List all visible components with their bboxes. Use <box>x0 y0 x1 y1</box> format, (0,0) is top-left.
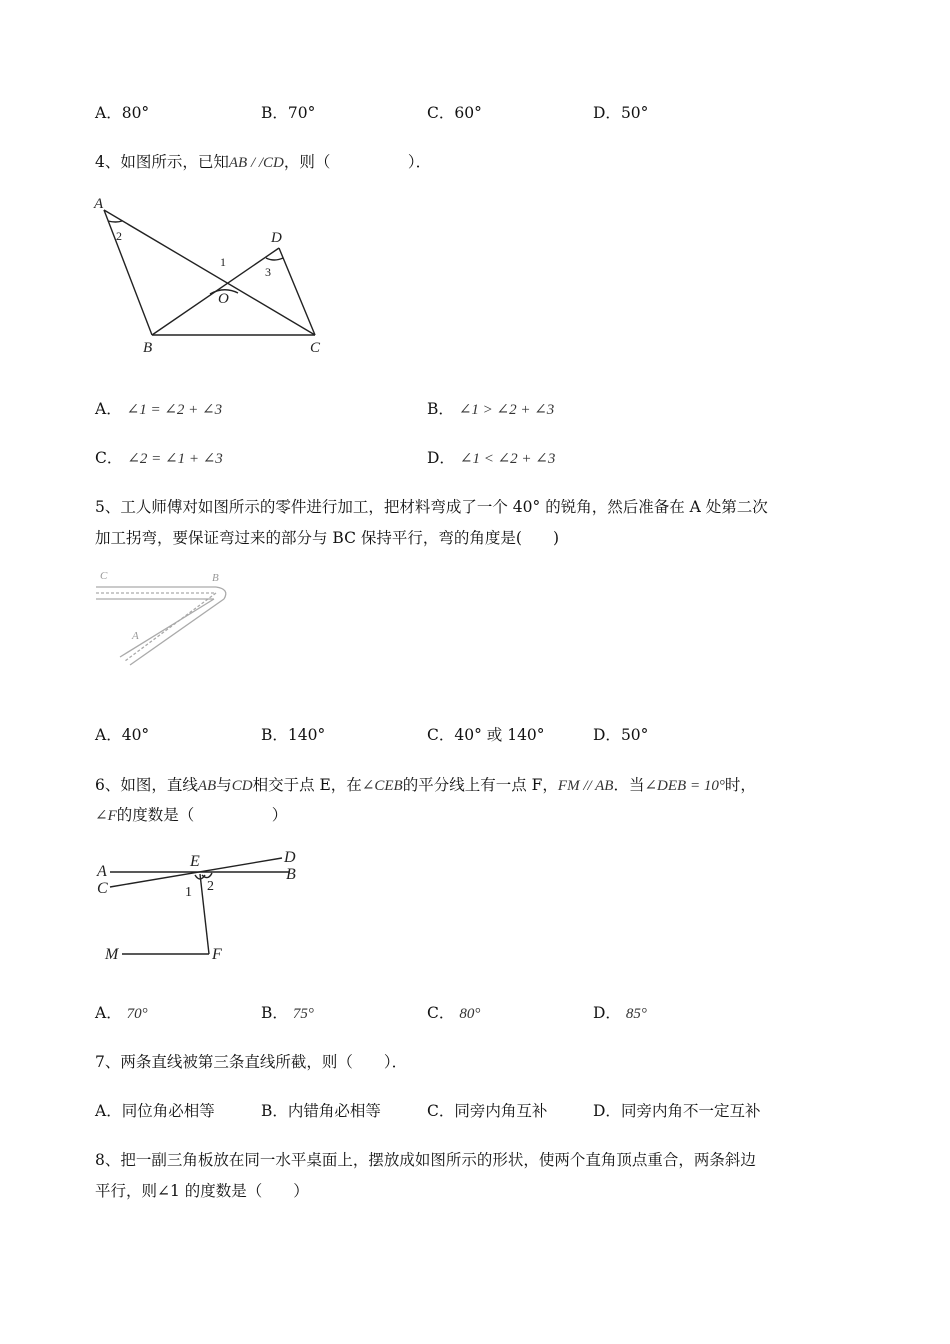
label-d: D <box>271 230 282 246</box>
q7-option-a: A．同位角必相等 <box>95 1102 215 1120</box>
label-b: B <box>212 572 219 584</box>
label-a: A <box>97 863 107 880</box>
q6-option-d: D． 85° <box>593 1004 647 1022</box>
q5-option-c: C．40° 或 140° <box>427 726 545 744</box>
q4-option-c: C． ∠2 = ∠1 + ∠3 <box>95 449 223 467</box>
label-angle-1: 1 <box>185 885 192 900</box>
q8-stem-line2: 平行，则∠1 的度数是（ ） <box>95 1182 309 1200</box>
label-b: B <box>143 340 153 356</box>
q5-option-b: B．140° <box>261 726 326 744</box>
q3-option-c: C．60° <box>427 104 482 122</box>
q7-stem: 7、两条直线被第三条直线所截，则（ ）． <box>95 1053 408 1071</box>
q3-option-b: B．70° <box>261 104 316 122</box>
angle-3-arc <box>266 258 283 260</box>
label-a: A <box>94 196 104 212</box>
q8-stem-line1: 8、把一副三角板放在同一水平桌面上，摆放成如图所示的形状，使两个直角顶点重合，两条斜边 <box>95 1151 756 1169</box>
q3-option-d: D．50° <box>593 104 649 122</box>
q6-option-c: C． 80° <box>427 1004 481 1022</box>
label-o: O <box>218 291 229 307</box>
label-e: E <box>190 853 200 870</box>
q5-figure <box>92 565 242 675</box>
label-c: C <box>310 340 321 356</box>
q3-option-a: A．80° <box>95 104 150 122</box>
segment-ac <box>104 210 315 335</box>
q6-option-b: B． 75° <box>261 1004 314 1022</box>
label-b: B <box>286 866 296 883</box>
q4-figure <box>90 190 340 365</box>
q4-stem: 4、如图所示，已知AB / /CD，则（ ）． <box>95 153 432 171</box>
q5-stem-line1: 5、工人师傅对如图所示的零件进行加工，把材料弯成了一个 40° 的锐角，然后准备在 A 处第二次 <box>95 498 768 516</box>
q6-option-a: A． 70° <box>95 1004 148 1022</box>
segment-dc <box>279 248 315 335</box>
label-angle-2: 2 <box>116 229 122 243</box>
label-c: C <box>97 880 108 897</box>
label-a: A <box>132 630 139 642</box>
label-d: D <box>284 849 296 866</box>
label-f: F <box>212 946 222 963</box>
q6-figure <box>92 845 312 970</box>
label-c: C <box>100 570 108 582</box>
q6-stem-line2: ∠F的度数是（ ） <box>95 806 288 824</box>
q4-option-b: B． ∠1 > ∠2 + ∠3 <box>427 400 555 418</box>
q4-option-d: D． ∠1 < ∠2 + ∠3 <box>427 449 556 467</box>
q5-stem-line2: 加工拐弯，要保证弯过来的部分与 BC 保持平行，弯的角度是( ) <box>95 529 559 547</box>
segment-ab <box>104 210 152 335</box>
label-angle-1: 1 <box>220 255 226 269</box>
q4-option-a: A． ∠1 = ∠2 + ∠3 <box>95 400 223 418</box>
label-angle-3: 3 <box>265 265 271 279</box>
q7-option-d: D．同旁内角不一定互补 <box>593 1102 761 1120</box>
q7-option-c: C．同旁内角互补 <box>427 1102 548 1120</box>
angle-arc-2 <box>202 873 212 878</box>
q7-option-b: B．内错角必相等 <box>261 1102 381 1120</box>
label-angle-2: 2 <box>207 879 214 894</box>
angle-2-arc <box>108 221 122 222</box>
q6-stem-line1: 6、如图，直线AB与CD相交于点 E，在∠CEB的平分线上有一点 F，FM // AB．当∠DEB = 10°时， <box>95 776 756 794</box>
label-m: M <box>105 946 119 963</box>
q5-option-d: D．50° <box>593 726 649 744</box>
q5-option-a: A．40° <box>95 726 150 744</box>
